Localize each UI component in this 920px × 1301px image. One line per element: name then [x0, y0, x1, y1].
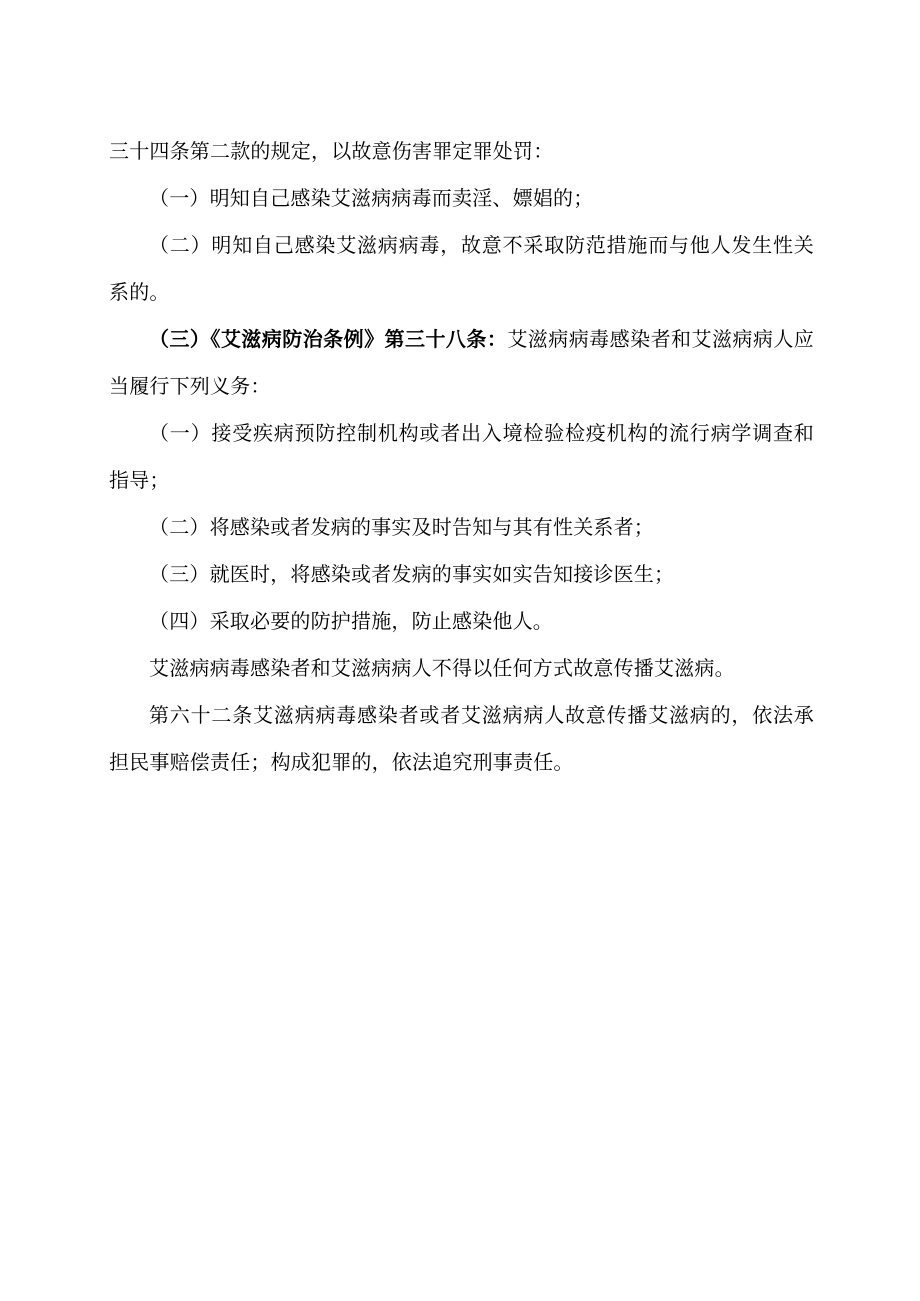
paragraph-duty-1: （一）接受疾病预防控制机构或者出入境检验检疫机构的流行病学调查和指导； [109, 421, 814, 492]
paragraph-duty-2: （二）将感染或者发病的事实及时告知与其有性关系者； [149, 515, 654, 539]
document-body [109, 128, 814, 786]
paragraph-article-62: 第六十二条艾滋病病毒感染者或者艾滋病病人故意传播艾滋病的，依法承担民事赔偿责任；构成犯罪的，依法追究刑事责任。 [109, 703, 814, 774]
paragraph-item-2: （二）明知自己感染艾滋病病毒，故意不采取防范措施而与他人发生性关系的。 [109, 233, 814, 304]
paragraph-continuation: 三十四条第二款的规定，以故意伤害罪定罪处罚： [109, 139, 554, 163]
paragraph-duty-4: （四）采取必要的防护措施，防止感染他人。 [149, 609, 553, 633]
paragraph-item-1: （一）明知自己感染艾滋病病毒而卖淫、嫖娼的； [149, 186, 594, 210]
regulation-heading: （三）《艾滋病防治条例》第三十八条： [149, 327, 508, 351]
paragraph-regulation-article-38 [109, 316, 814, 410]
paragraph-duty-3: （三）就医时，将感染或者发病的事实如实告知接诊医生； [149, 562, 675, 586]
paragraph-prohibition: 艾滋病病毒感染者和艾滋病病人不得以任何方式故意传播艾滋病。 [149, 656, 735, 680]
regulation-text: 艾滋病病毒感染者和艾滋病病人应当履行下列义务： [109, 327, 814, 398]
